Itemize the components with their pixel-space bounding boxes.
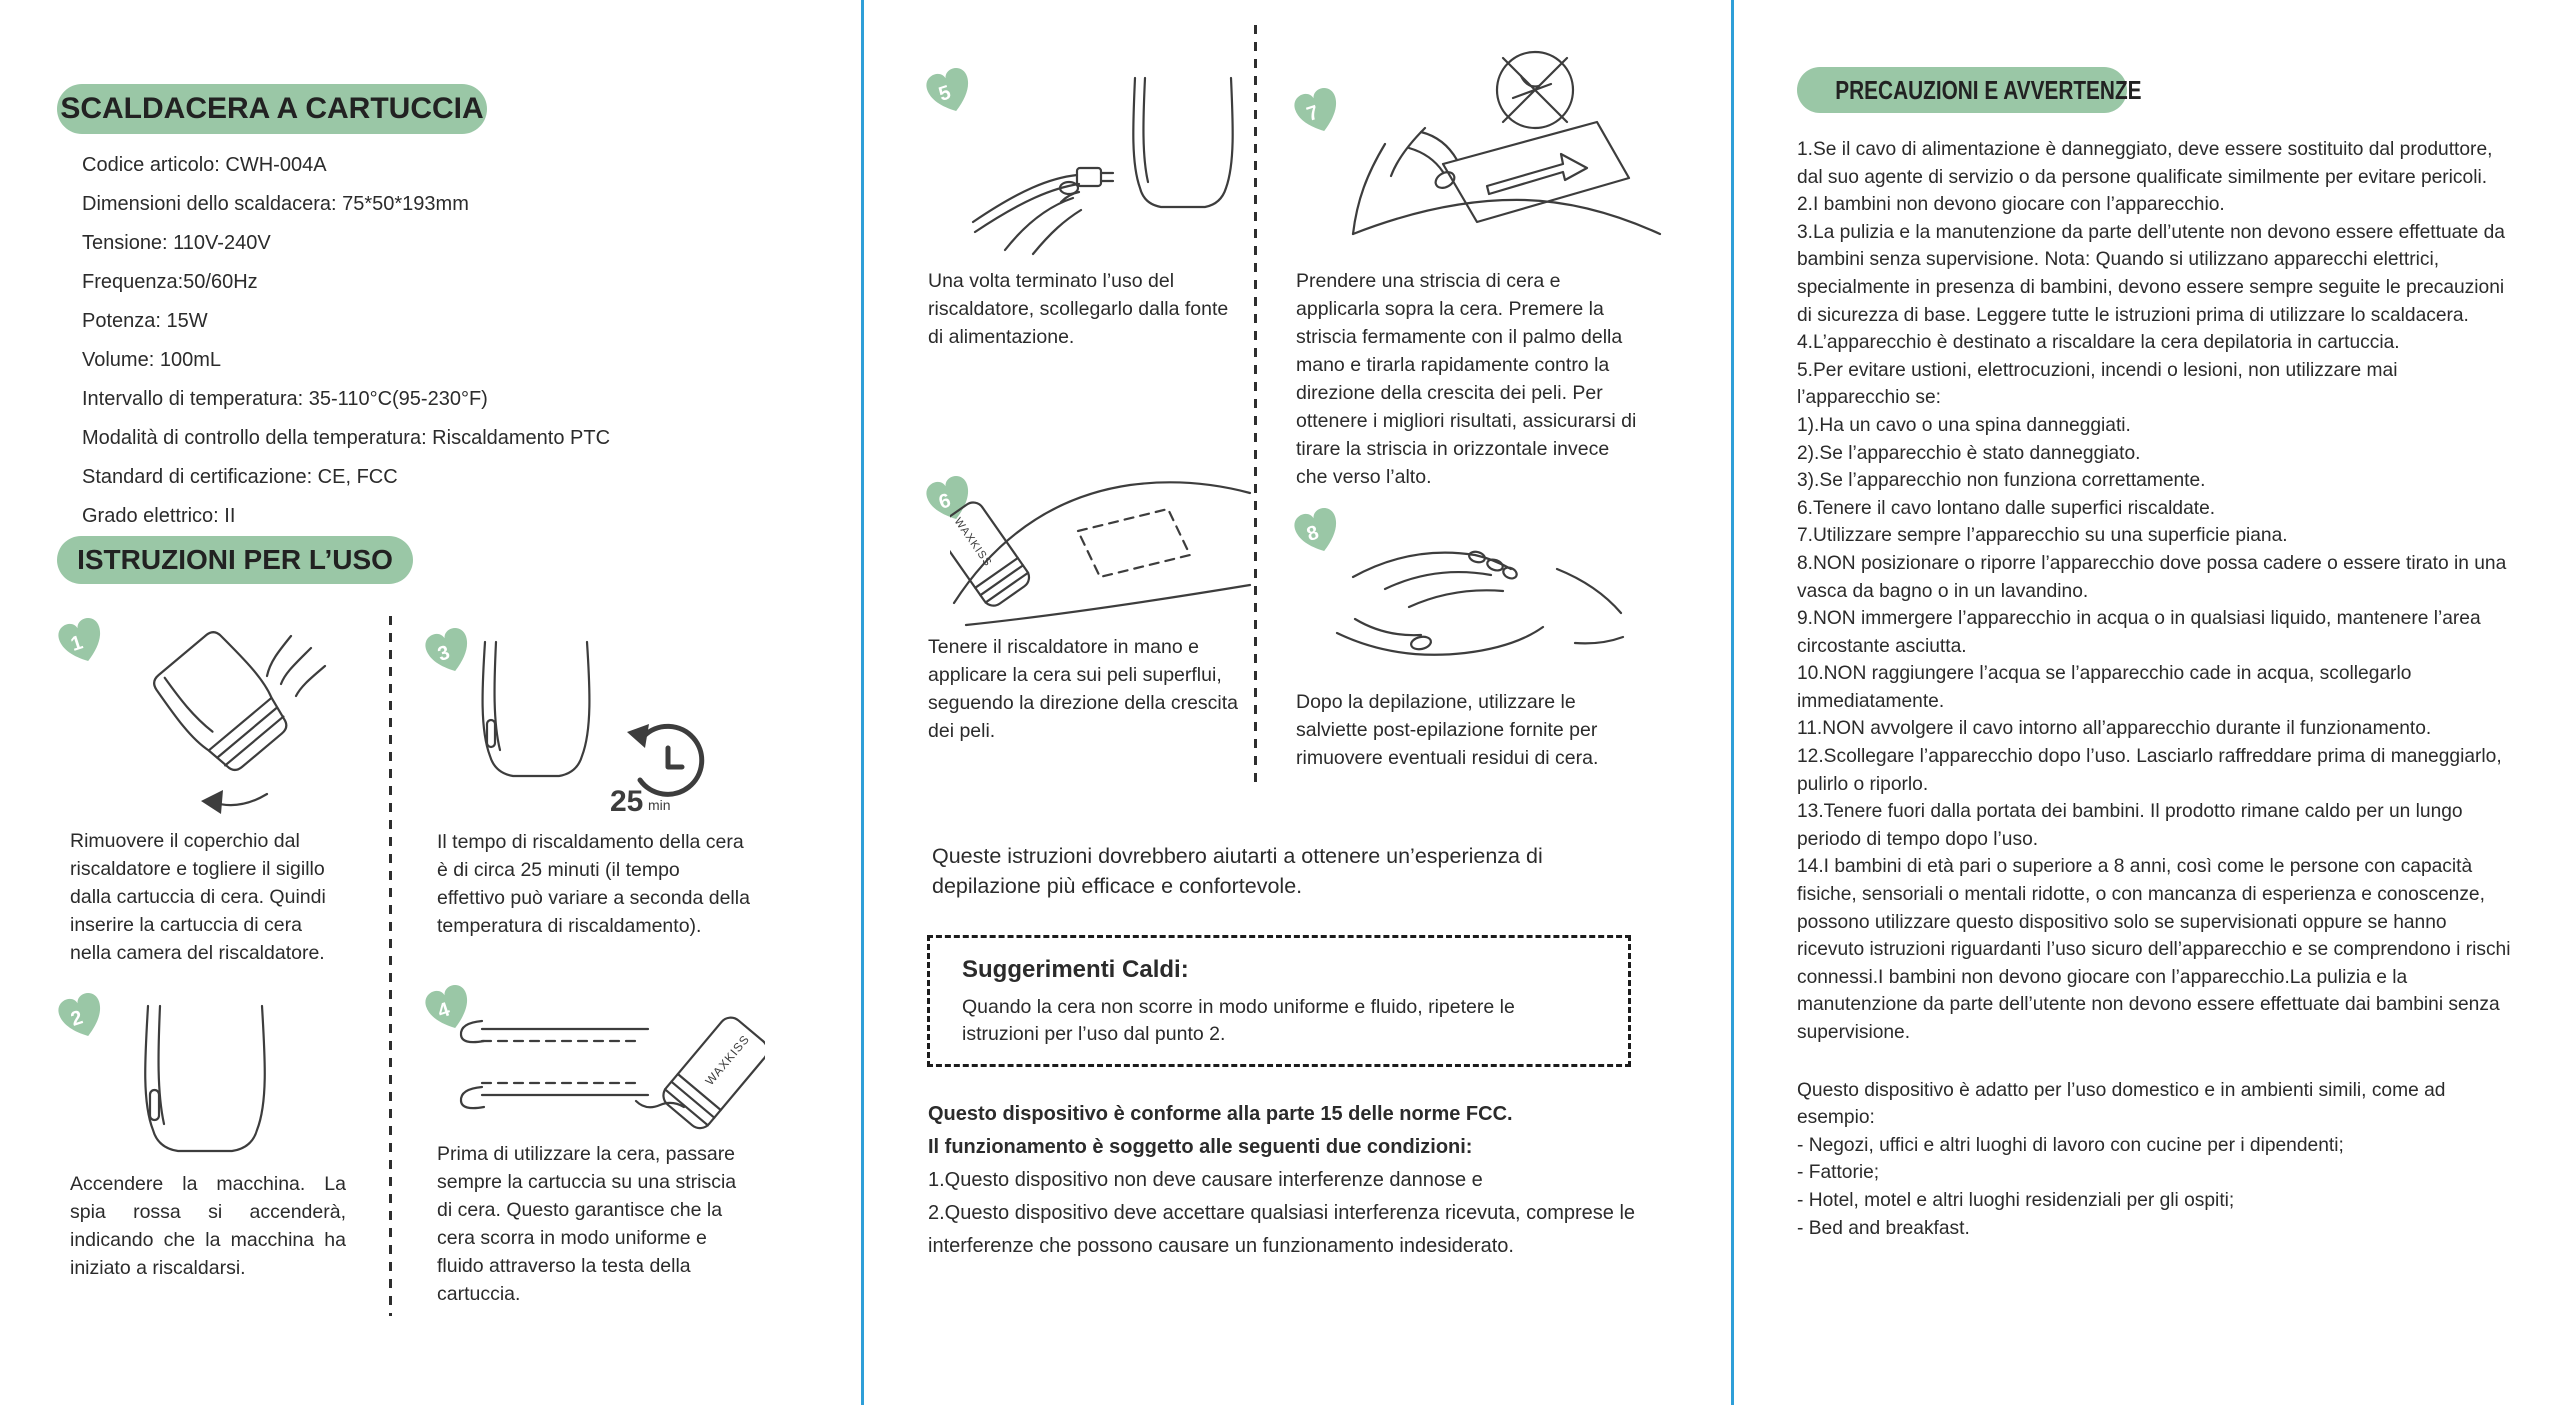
warning-item-3: 3.La pulizia e la manutenzione da parte dell’utente non devono essere effettuate da bambini senza supervisione. Nota: Quando si utilizzano apparecchi elettrici, specialmente in presenza di bambini, devono essere sempre seguite le precauzioni di sicurezza di base. Leggere tutte le istruzioni prima di utilizzare lo scaldacera. [1797, 221, 2505, 326]
step-2-heart-badge [58, 993, 106, 1041]
home-use-item-farms: - Fattorie; [1797, 1162, 1880, 1184]
home-use-item-shops: - Negozi, uffici e altri luoghi di lavoro con cucine per i dipendenti; [1797, 1134, 2344, 1156]
spec-item-electric-class: Grado elettrico: II [82, 505, 236, 527]
arm-contour [1353, 128, 1425, 234]
fcc-condition-2: 2.Questo dispositivo deve accettare qualsiasi interferenza ricevuta, comprese le interferenze che possono causare un funzionamento indesiderato. [928, 1202, 1636, 1257]
home-use-intro: Questo dispositivo è adatto per l’uso domestico e in ambienti simili, come ad esempio: [1797, 1079, 2446, 1129]
spec-item-code: Codice articolo: CWH-004A [82, 154, 327, 176]
warning-item-11: 11.NON avvolgere il cavo intorno all’apparecchio durante il funzionamento. [1797, 718, 2432, 740]
spec-item-volume: Volume: 100mL [82, 349, 221, 371]
direction-arrow-icon [1487, 154, 1587, 194]
warning-item-9: 9.NON immergere l’apparecchio in acqua o in qualsiasi liquido, mantenere l’area circostante asciutta. [1797, 608, 2481, 657]
plug-icon [1077, 168, 1101, 186]
brand-label: WAXKISS [951, 515, 994, 570]
left-steps-dashed-divider [389, 616, 392, 1316]
usage-section-title: ISTRUZIONI PER L’USO [57, 536, 413, 584]
timer-25min-icon [627, 724, 702, 794]
warning-item-13: 13.Tenere fuori dalla portata dei bambini. Il prodotto rimane caldo per un lungo periodo di tempo dopo l’uso. [1797, 801, 2463, 850]
warning-item-5-1: 1).Ha un cavo o una spina danneggiati. [1797, 414, 2131, 436]
step-7-illustration [1325, 48, 1670, 263]
step-3-illustration [455, 638, 755, 823]
skin-contour [1557, 569, 1623, 643]
wax-patch-dashed [1078, 509, 1190, 577]
svg-text:4: 4 [435, 998, 453, 1023]
precautions-title [1797, 67, 2142, 113]
svg-text:2: 2 [68, 1006, 86, 1031]
brand-label: WAXKISS [702, 1032, 753, 1088]
middle-steps-dashed-divider [1254, 25, 1257, 790]
home-use-item-hotels: - Hotel, motel e altri luoghi residenziali per gli ospiti; [1797, 1189, 2235, 1211]
svg-text:1: 1 [68, 631, 86, 656]
step-8-illustration [1325, 515, 1630, 680]
step-7-caption: Prendere una striscia di cera e applicarla sopra la cera. Premere la striscia fermamente con il palmo della mano e tirarla rapidamente contro la direzione della crescita dei peli. Per ottenere i migliori risultati, assicurarsi di tirare la striscia in orizzontale invece che verso l’alto. [1296, 270, 1637, 488]
product-specs [82, 146, 842, 536]
fcc-compliance-block [928, 1098, 1663, 1263]
lower-hand [1337, 619, 1543, 655]
step-3-caption: Il tempo di riscaldamento della cera è di circa 25 minuti (il tempo effettivo può variare a seconda della temperatura di riscaldamento). [437, 831, 750, 937]
hand-lines [267, 636, 325, 696]
column-divider-right-blue-line [1731, 0, 1734, 1405]
precautions-title-text: PRECAUZIONI E AVVERTENZE [1835, 75, 2142, 105]
warning-item-14: 14.I bambini di età pari o superiore a 8 anni, così come le persone con capacità fisiche, sensoriali o mentali ridotte, o con mancanza di esperienza e conoscenze, possono utilizzare questo dispositivo solo se supervisionati oppure se hanno ricevuto istruzioni riguardanti l’uso sicuro dell’apparecchio e se comprendono i rischi connessi.I bambini non devono giocare con l’apparecchio.La pulizia e la manutenzione da parte dell’utente non devono essere effettuate dai bambini senza supervisione. [1797, 856, 2511, 1043]
step-6-illustration [950, 465, 1255, 630]
spec-item-temperature-control: Modalità di controllo della temperatura: Riscaldamento PTC [82, 427, 611, 449]
step-4-caption: Prima di utilizzare la cera, passare sempre la cartuccia su una striscia di cera. Questo garantisce che la cera scorra in modo uniforme e fluido attraverso la testa della cartuccia. [437, 1143, 737, 1305]
svg-text:5: 5 [936, 81, 954, 106]
fingertips [461, 1021, 484, 1108]
column-divider-left-blue-line [861, 0, 864, 1405]
step-2-illustration [120, 1002, 290, 1162]
step-1-illustration [115, 618, 355, 818]
step-4-illustration [450, 995, 765, 1130]
spec-item-voltage: Tensione: 110V-240V [82, 232, 271, 254]
warning-item-5: 5.Per evitare ustioni, elettrocuzioni, incendi o lesioni, non utilizzare mai l’apparecchio se: [1797, 359, 2398, 409]
fcc-condition-1: 1.Questo dispositivo non deve causare interferenze dannose e [928, 1169, 1483, 1191]
warning-item-4: 4.L’apparecchio è destinato a riscaldare la cera depilatoria in cartuccia. [1797, 332, 2400, 354]
no-symbol-icon [1497, 52, 1573, 128]
spec-item-temperature-range: Intervallo di temperatura: 35-110°C(95-230°F) [82, 388, 488, 410]
step-8-caption: Dopo la depilazione, utilizzare le salviette post-epilazione fornite per rimuovere eventuali residui di cera. [1296, 691, 1599, 769]
svg-text:6: 6 [936, 489, 954, 514]
warning-item-12: 12.Scollegare l’apparecchio dopo l’uso. Lasciarlo raffreddare prima di maneggiarlo, pulirlo o riporlo. [1797, 746, 2502, 795]
hand-lines [1005, 192, 1081, 254]
fcc-conditions-intro: Il funzionamento è soggetto alle seguenti due condizioni: [928, 1136, 1473, 1158]
warning-item-5-3: 3).Se l’apparecchio non funziona correttamente. [1797, 470, 2206, 492]
warning-item-2: 2.I bambini non devono giocare con l’apparecchio. [1797, 194, 2225, 216]
step-2-caption: Accendere la macchina. La spia rossa si accenderà, indicando che la macchina ha iniziato a riscaldarsi. [70, 1173, 346, 1279]
wax-roller-device [659, 1013, 765, 1130]
spec-item-power: Potenza: 15W [82, 310, 208, 332]
warning-item-5-2: 2).Se l’apparecchio è stato danneggiato. [1797, 442, 2141, 464]
step-1-caption: Rimuovere il coperchio dal riscaldatore e togliere il sigillo dalla cartuccia di cera. Quindi inserire la cartuccia di cera nella camera del riscaldatore. [70, 830, 326, 964]
closing-note: Queste istruzioni dovrebbero aiutarti a ottenere un’esperienza di depilazione più efficace e confortevole. [932, 844, 1543, 898]
product-title: SCALDACERA A CARTUCCIA [57, 84, 487, 134]
spec-item-dimensions: Dimensioni dello scaldacera: 75*50*193mm [82, 193, 469, 215]
hot-tips-title: Suggerimenti Caldi: [962, 956, 1189, 983]
step-5-caption: Una volta terminato l’uso del riscaldatore, scollegarlo dalla fonte di alimentazione. [928, 270, 1229, 348]
warning-item-6: 6.Tenere il cavo lontano dalle superfici riscaldate. [1797, 497, 2216, 519]
warning-item-10: 10.NON raggiungere l’acqua se l’apparecchio cade in acqua, scollegarlo immediatamente. [1797, 663, 2412, 712]
hot-tips-box [927, 935, 1631, 1067]
warning-item-8: 8.NON posizionare o riporre l’apparecchio dove possa cadere o essere tirato in una vasca da bagno o in un lavandino. [1797, 552, 2507, 602]
svg-text:3: 3 [435, 641, 453, 666]
timer-unit-label: min [648, 797, 671, 813]
home-use-item-bnb: - Bed and breakfast. [1797, 1217, 1970, 1239]
home-use-block [1797, 1077, 2511, 1243]
spec-item-certification: Standard di certificazione: CE, FCC [82, 466, 398, 488]
warning-item-1: 1.Se il cavo di alimentazione è danneggiato, deve essere sostituito dal produttore, dal suo agente di servizio o da persone qualificate similmente per evitare pericoli. [1797, 139, 2493, 188]
step-5-illustration [965, 72, 1245, 262]
fcc-statement: Questo dispositivo è conforme alla parte 15 delle norme FCC. [928, 1103, 1513, 1125]
step-1-heart-badge [58, 618, 106, 666]
spec-item-frequency: Frequenza:50/60Hz [82, 271, 258, 293]
power-switch-detail [150, 1090, 159, 1120]
hot-tips-body: Quando la cera non scorre in modo uniforme e fluido, ripetere le istruzioni per l’uso dal punto 2. [962, 996, 1515, 1045]
warning-item-7: 7.Utilizzare sempre l’apparecchio su una superficie piana. [1797, 525, 2288, 547]
svg-text:8: 8 [1304, 521, 1322, 546]
step-6-caption: Tenere il riscaldatore in mano e applicare la cera sui peli superflui, seguendo la direzione della crescita dei peli. [928, 636, 1239, 742]
precautions-list [1797, 136, 2511, 1242]
timer-minutes-label: 25 [610, 785, 644, 818]
svg-text:7: 7 [1304, 101, 1322, 126]
